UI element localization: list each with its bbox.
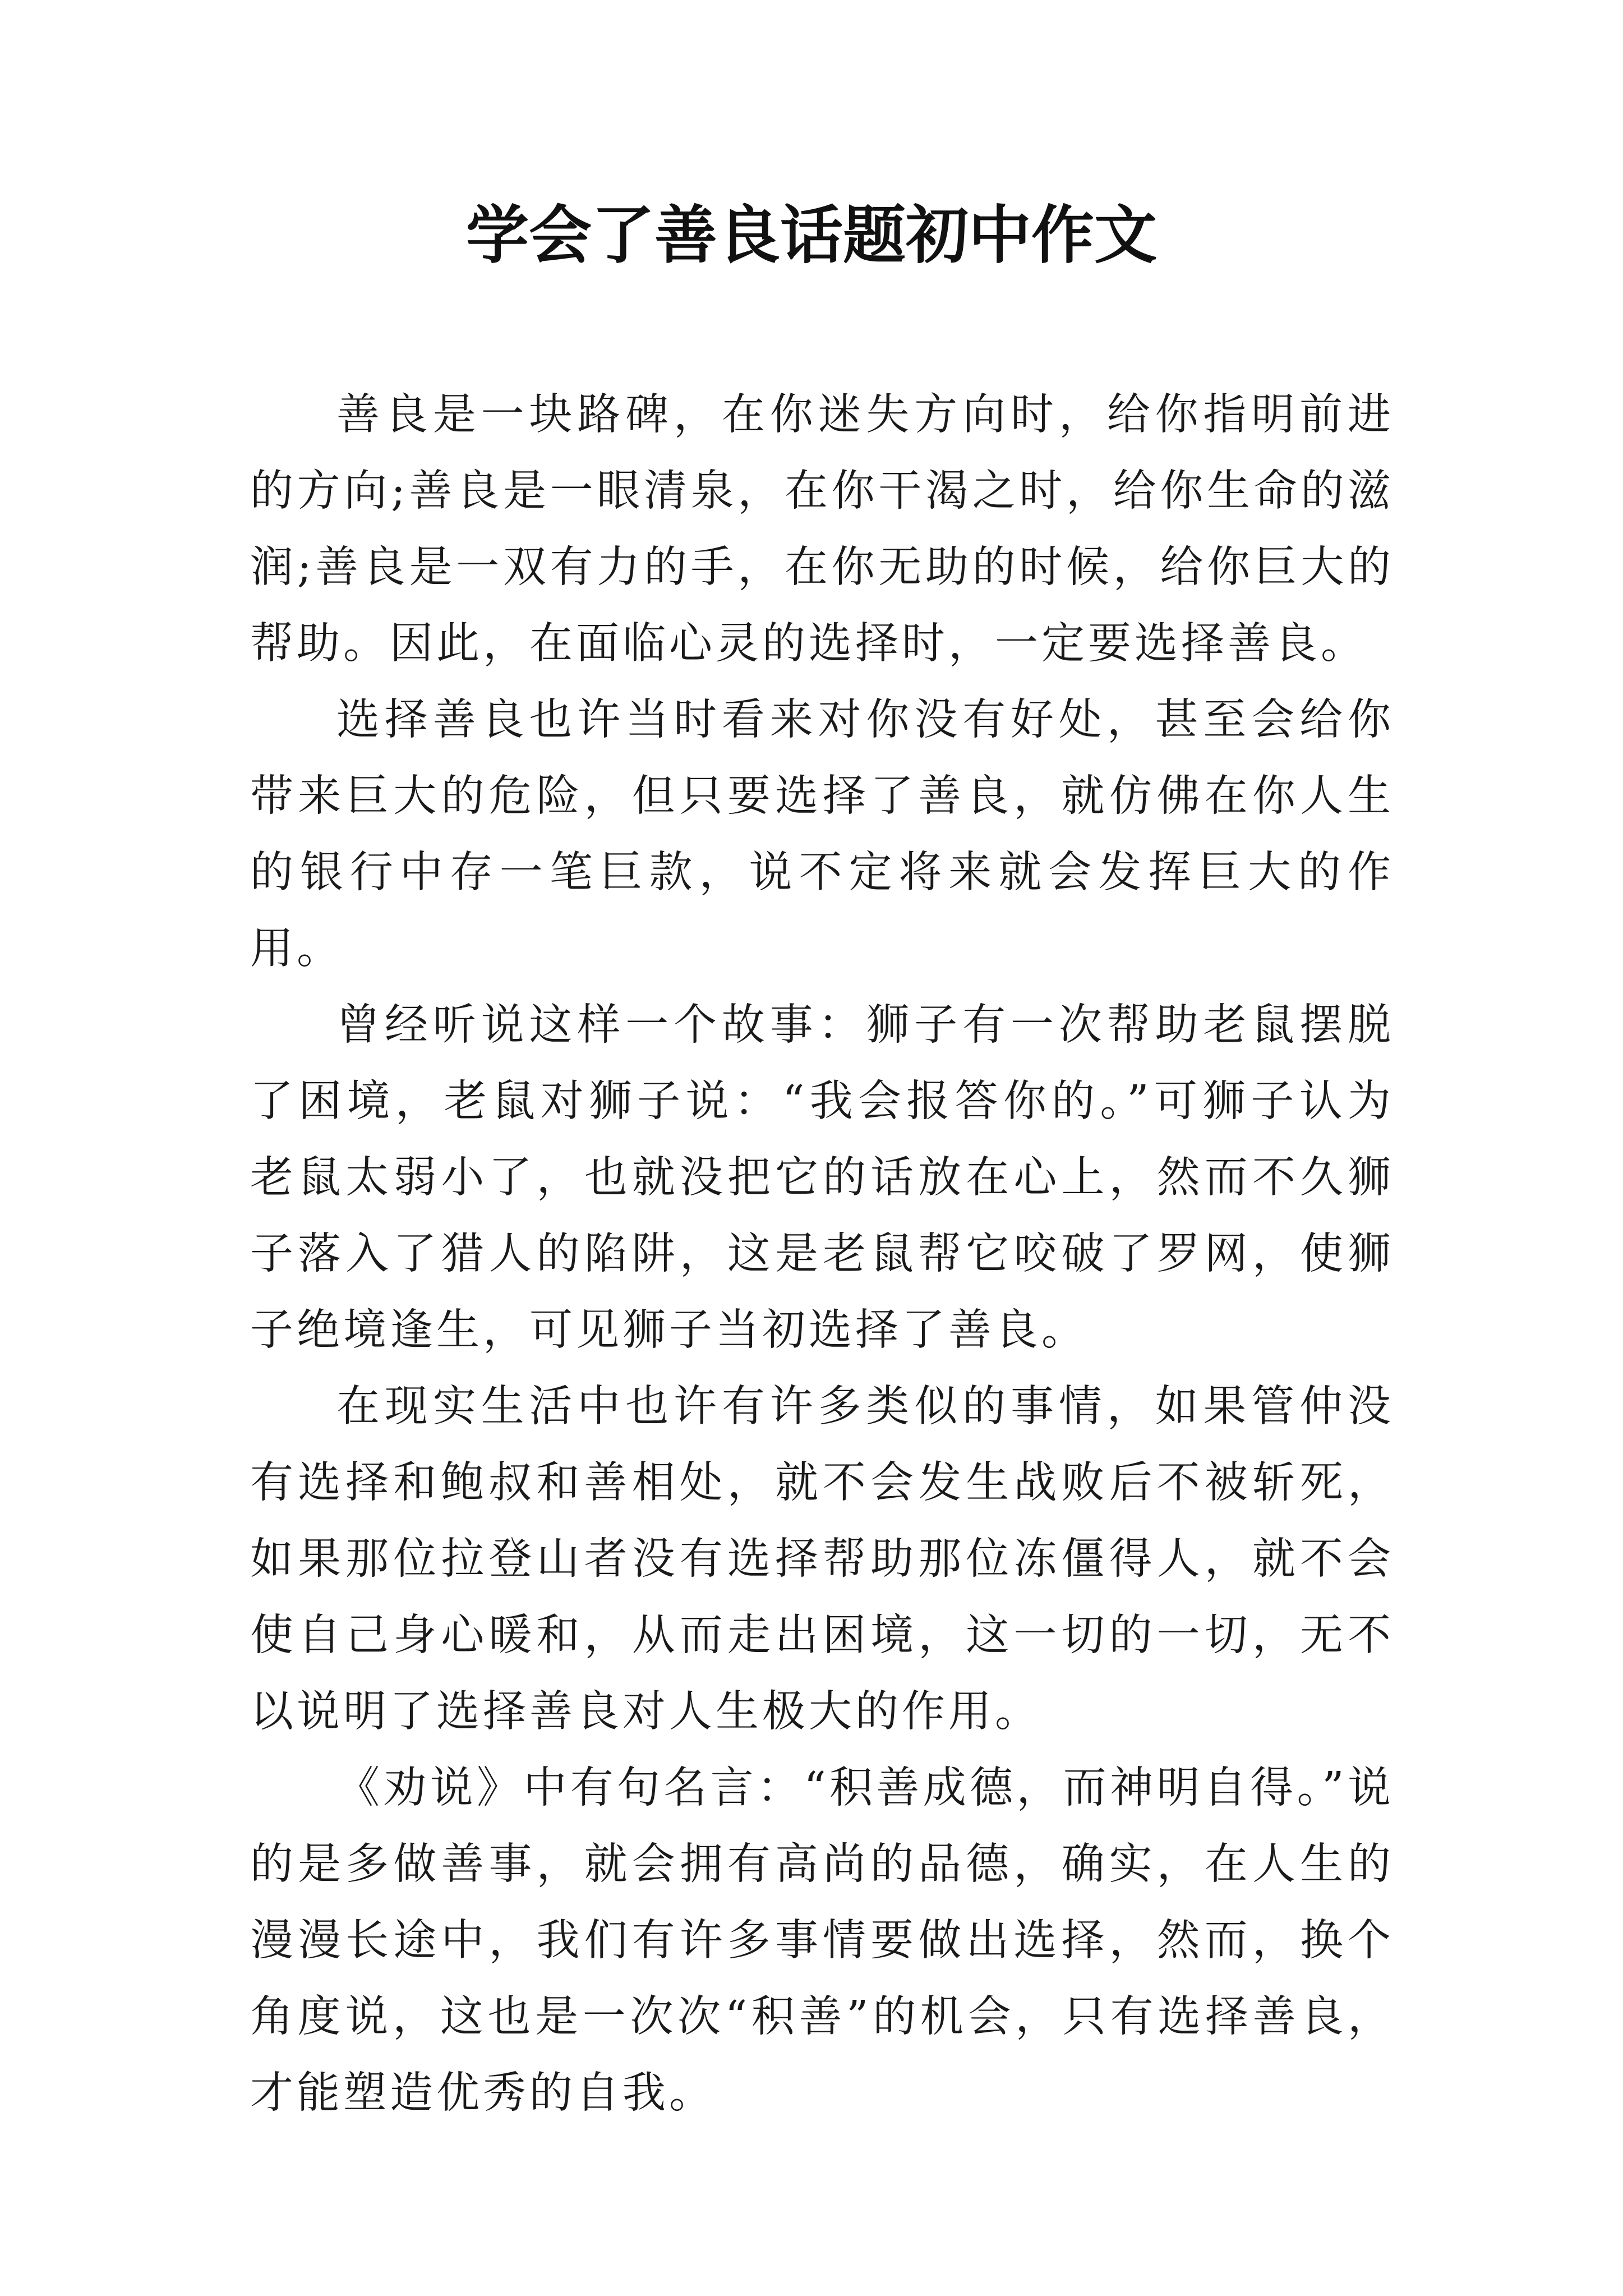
document-title: 学会了善良话题初中作文 <box>466 199 1157 272</box>
paragraph-1: 善良是一块路碑，在你迷失方向时，给你指明前进的方向;善良是一眼清泉，在你干渴之时，给你生命的滋润;善良是一双有力的手，在你无助的时候，给你巨大的帮助。因此，在面临心灵的选择时，一定要选择善良。 <box>250 390 1394 669</box>
paragraph-2: 选择善良也许当时看来对你没有好处，甚至会给你带来巨大的危险，但只要选择了善良，就仿佛在你人生的银行中存一笔巨款，说不定将来就会发挥巨大的作用。 <box>250 695 1394 974</box>
paragraph-4: 在现实生活中也许有许多类似的事情，如果管仲没有选择和鲍叔和善相处，就不会发生战败后不被斩死，如果那位拉登山者没有选择帮助那位冻僵得人，就不会使自己身心暖和，从而走出困境，这一切的一切，无不以说明了选择善良对人生极大的作用。 <box>250 1382 1394 1737</box>
paragraph-3: 曾经听说这样一个故事：狮子有一次帮助老鼠摆脱了困境，老鼠对狮子说：“我会报答你的。”可狮子认为老鼠太弱小了，也就没把它的话放在心上，然而不久狮子落入了猎人的陷阱，这是老鼠帮它咬破了罗网，使狮子绝境逢生，可见狮子当初选择了善良。 <box>250 1000 1394 1355</box>
document-body <box>250 377 1394 2132</box>
paragraph-5: 《劝说》中有句名言：“积善成德，而神明自得。”说的是多做善事，就会拥有高尚的品德，确实，在人生的漫漫长途中，我们有许多事情要做出选择，然而，换个角度说，这也是一次次“积善”的机会，只有选择善良，才能塑造优秀的自我。 <box>250 1763 1394 2118</box>
